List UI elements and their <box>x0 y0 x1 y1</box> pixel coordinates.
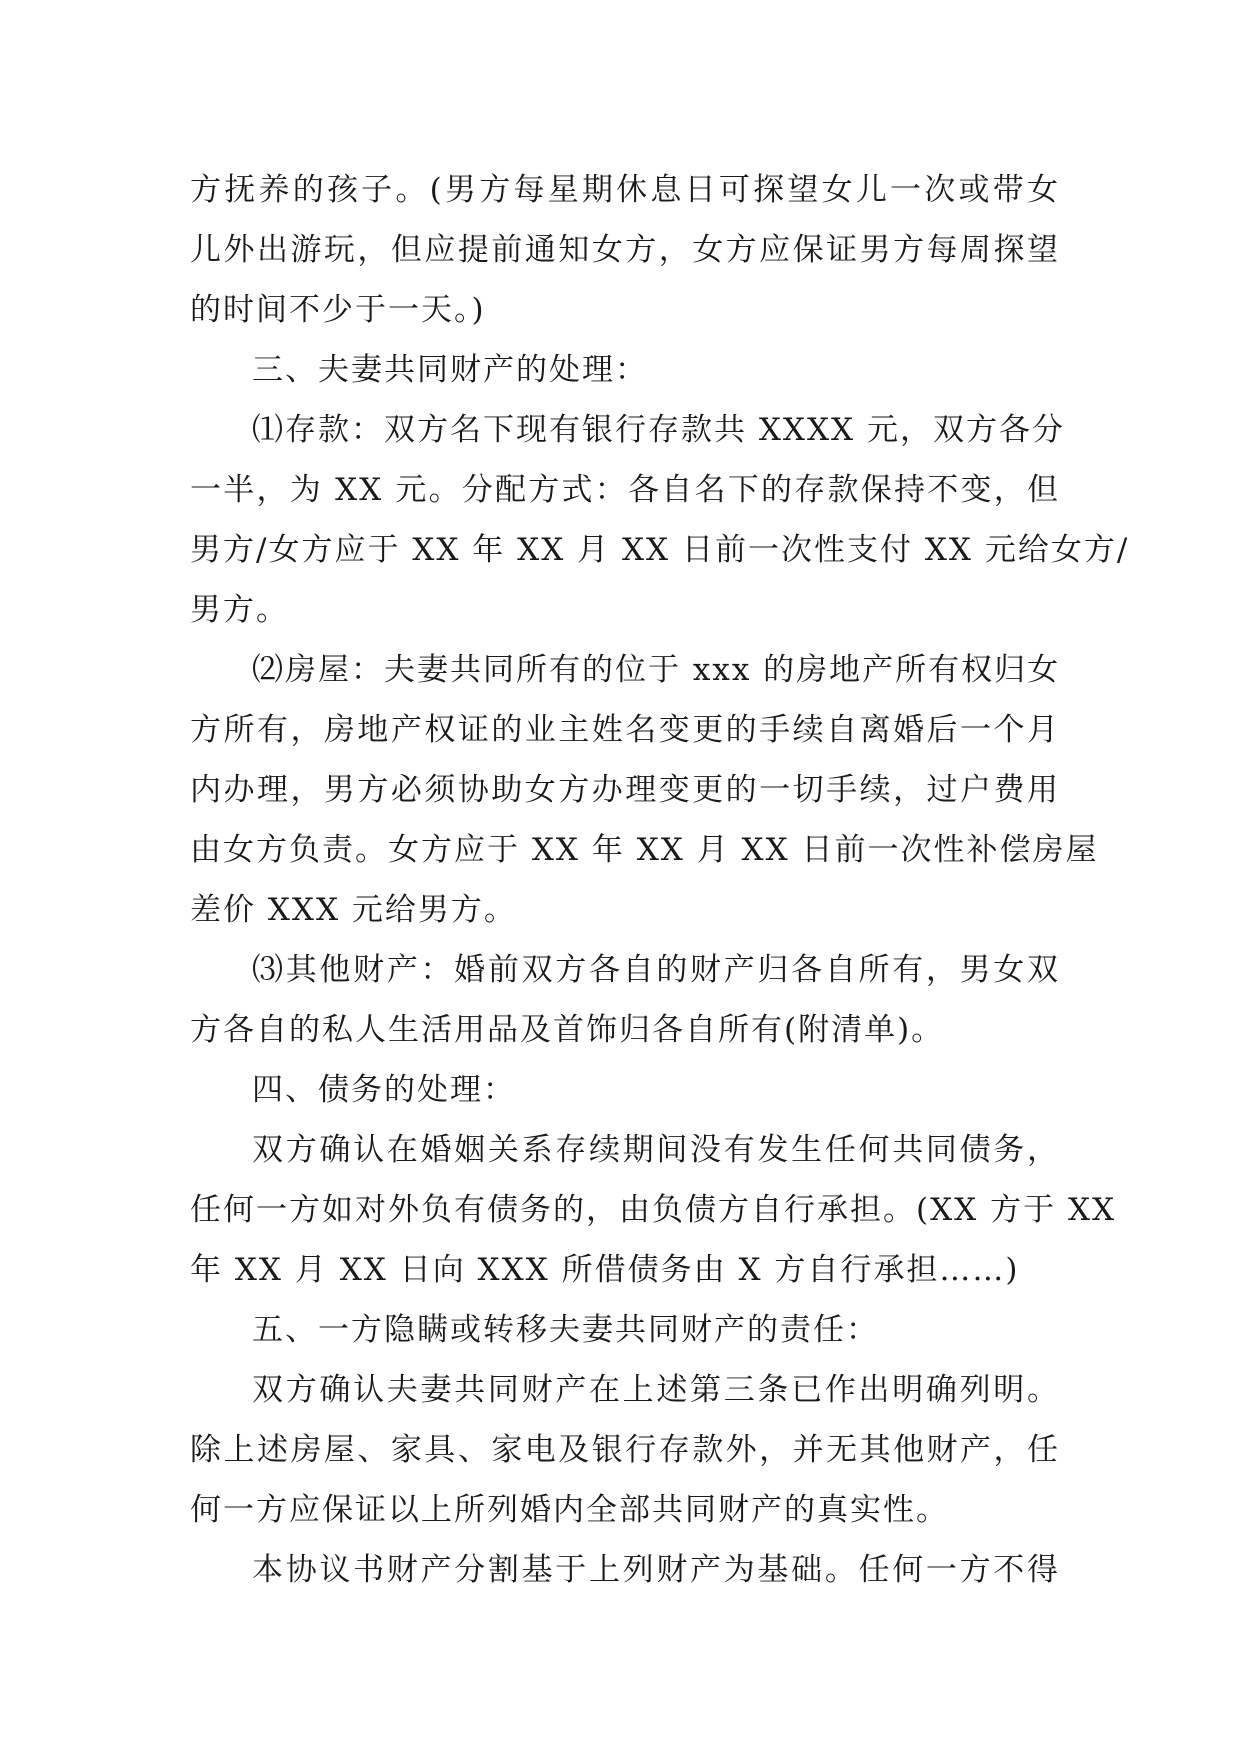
text-line: 除上述房屋、家具、家电及银行存款外，并无其他财产，任 <box>190 1432 1060 1468</box>
section-heading: 三、夫妻共同财产的处理： <box>252 352 648 388</box>
text-line: 任何一方如对外负有债务的，由负债方自行承担。(XX 方于 XX <box>190 1192 1117 1228</box>
text-line: 由女方负责。女方应于 XX 年 XX 月 XX 日前一次性补偿房屋 <box>190 832 1099 868</box>
text-line: 男方/女方应于 XX 年 XX 月 XX 日前一次性支付 XX 元给女方/ <box>190 532 1130 568</box>
section-heading: 四、债务的处理： <box>252 1072 516 1108</box>
text-line: ⑶其他财产：婚前双方各自的财产归各自所有，男女双 <box>252 952 1060 988</box>
text-line: 的时间不少于一天。) <box>190 292 486 328</box>
text-line: ⑵房屋：夫妻共同所有的位于 xxx 的房地产所有权归女 <box>252 652 1061 688</box>
text-line: 双方确认夫妻共同财产在上述第三条已作出明确列明。 <box>252 1372 1060 1408</box>
text-line: 儿外出游玩，但应提前通知女方，女方应保证男方每周探望 <box>190 232 1060 268</box>
text-line: 何一方应保证以上所列婚内全部共同财产的真实性。 <box>190 1492 949 1528</box>
text-line: 本协议书财产分割基于上列财产为基础。任何一方不得 <box>252 1552 1060 1588</box>
text-line: 方所有，房地产权证的业主姓名变更的手续自离婚后一个月 <box>190 712 1060 748</box>
text-line: 方各自的私人生活用品及首饰归各自所有(附清单)。 <box>190 1012 945 1048</box>
text-line: 内办理，男方必须协助女方办理变更的一切手续，过户费用 <box>190 772 1060 808</box>
text-line: 一半，为 XX 元。分配方式：各自名下的存款保持不变，但 <box>190 472 1060 508</box>
text-line: 差价 XXX 元给男方。 <box>190 892 517 928</box>
text-line: 方抚养的孩子。(男方每星期休息日可探望女儿一次或带女 <box>190 172 1060 208</box>
text-line: 男方。 <box>190 592 289 628</box>
document-body <box>190 160 1130 1600</box>
text-line: 双方确认在婚姻关系存续期间没有发生任何共同债务， <box>252 1132 1060 1168</box>
section-heading: 五、一方隐瞒或转移夫妻共同财产的责任： <box>252 1312 879 1348</box>
text-line: ⑴存款：双方名下现有银行存款共 XXXX 元，双方各分 <box>252 412 1065 448</box>
text-line: 年 XX 月 XX 日向 XXX 所借债务由 X 方自行承担……) <box>190 1252 1020 1288</box>
